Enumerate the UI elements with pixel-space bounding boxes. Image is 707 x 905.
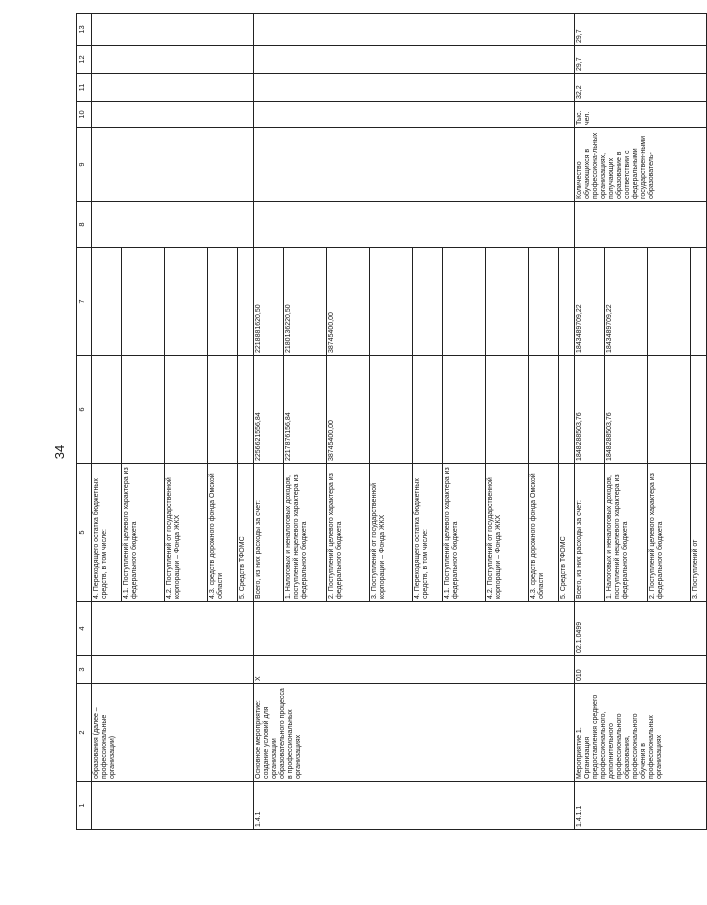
cell-name: образования (далее – профессиональные организации): [92, 684, 254, 782]
cell-code: [92, 656, 254, 684]
cell-amount-total: [691, 356, 707, 464]
cell-amount-year: [370, 248, 413, 356]
cell-amount-year: [238, 248, 254, 356]
cell-amount-year: [413, 248, 443, 356]
cell-amount-total: [238, 356, 254, 464]
cell-amount-year: [559, 248, 575, 356]
cell-unit: [92, 102, 254, 128]
cell-kbk: [254, 602, 575, 656]
cell-funding-source: 4. Переходящего остатка бюджетных средств, в том числе:: [92, 464, 122, 602]
cell-value-13: [92, 14, 254, 46]
table-row: [254, 14, 284, 830]
cell-amount-total: [486, 356, 529, 464]
cell-funding-source: 5. Средств ТФОМС: [238, 464, 254, 602]
cell-name: Основное мероприятие: создание условий для организации образовательного процесса в профессиональных организациях: [254, 684, 575, 782]
cell-amount-year: [648, 248, 691, 356]
cell-indicator: Количество обучающихся в профессиона-льных организациях, получающих образование в соответствии с федеральными государствен-ными образователь-: [575, 128, 707, 202]
cell-kbk: 02.1.0499: [575, 602, 707, 656]
header-cell: 12: [77, 46, 92, 74]
cell-funding-source: 3. Поступлений от: [691, 464, 707, 602]
cell-funding-source: 4.3. средств дорожного фонда Омской области: [208, 464, 238, 602]
cell-amount-total: [413, 356, 443, 464]
cell-unit: Тыс. чел.: [575, 102, 707, 128]
cell-amount-total: [370, 356, 413, 464]
cell-amount-year: [92, 248, 122, 356]
cell-funding-source: 5. Средств ТФОМС: [559, 464, 575, 602]
cell-funding-source: 4.1. Поступлений целевого характера из федерального бюджета: [443, 464, 486, 602]
header-cell: 7: [77, 248, 92, 356]
cell-funding-source: 4.2. Поступлений от государственной корпорации – Фонда ЖКХ: [165, 464, 208, 602]
cell-value-12: 29,7: [575, 46, 707, 74]
cell-amount-total: [122, 356, 165, 464]
cell-indicator: [254, 128, 575, 202]
cell-amount-year: 2180136220,50: [284, 248, 327, 356]
cell-value-12: [254, 46, 575, 74]
cell-funding-source: 2. Поступлений целевого характера из федерального бюджета: [648, 464, 691, 602]
header-cell: 13: [77, 14, 92, 46]
cell-amount-total: [208, 356, 238, 464]
cell-unit: [254, 102, 575, 128]
header-cell: 10: [77, 102, 92, 128]
cell-amount-total: [559, 356, 575, 464]
header-cell: 9: [77, 128, 92, 202]
cell-funding-source: 2. Поступлений целевого характера из федерального бюджета: [327, 464, 370, 602]
cell-value-11: [254, 74, 575, 102]
cell-amount-year: [165, 248, 208, 356]
budget-table-sheet: [76, 14, 699, 830]
table-row: [575, 14, 605, 830]
cell-number: 1.4.1.1: [575, 782, 707, 830]
header-cell: 5: [77, 464, 92, 602]
cell-amount-total: [648, 356, 691, 464]
header-cell: 11: [77, 74, 92, 102]
cell-amount-year: [208, 248, 238, 356]
cell-col8: [254, 202, 575, 248]
table-row: [92, 14, 122, 830]
cell-funding-source: 1. Налоговых и неналоговых доходов, поступлений нецелевого характера из федерального бюджета: [605, 464, 648, 602]
cell-amount-year: [691, 248, 707, 356]
cell-funding-source: 4. Переходящего остатка бюджетных средств, в том числе:: [413, 464, 443, 602]
header-cell: 2: [77, 684, 92, 782]
cell-amount-total: 2256621556,84: [254, 356, 284, 464]
cell-amount-year: 2218881620,50: [254, 248, 284, 356]
page-number: 34: [52, 444, 67, 460]
cell-amount-year: 1843489709,22: [575, 248, 605, 356]
budget-table: [76, 13, 707, 830]
cell-value-11: [92, 74, 254, 102]
cell-funding-source: 4.1. Поступлений целевого характера из федерального бюджета: [122, 464, 165, 602]
cell-code: X: [254, 656, 575, 684]
header-cell: 8: [77, 202, 92, 248]
cell-funding-source: 3. Поступлений от государственной корпорации – Фонда ЖКХ: [370, 464, 413, 602]
cell-amount-total: [165, 356, 208, 464]
header-cell: 4: [77, 602, 92, 656]
cell-funding-source: 1. Налоговых и неналоговых доходов, поступлений нецелевого характера из федерального бюджета: [284, 464, 327, 602]
cell-amount-total: [529, 356, 559, 464]
cell-amount-year: [486, 248, 529, 356]
cell-indicator: [92, 128, 254, 202]
cell-amount-total: [92, 356, 122, 464]
cell-amount-year: [122, 248, 165, 356]
cell-col8: [92, 202, 254, 248]
cell-funding-source: Всего, из них расходы за счет:: [254, 464, 284, 602]
cell-amount-total: 1848288503,76: [605, 356, 648, 464]
cell-amount-total: 2217876156,84: [284, 356, 327, 464]
cell-number: [92, 782, 254, 830]
header-cell: 3: [77, 656, 92, 684]
cell-name: Мероприятие 1. Организация предоставления среднего профессионального, дополнительного профессионального образования, профессионального обучения в профессиональных организациях: [575, 684, 707, 782]
cell-funding-source: Всего, из них расходы за счет:: [575, 464, 605, 602]
cell-value-11: 32,2: [575, 74, 707, 102]
cell-code: 010: [575, 656, 707, 684]
cell-funding-source: 4.2. Поступлений от государственной корпорации – Фонда ЖКХ: [486, 464, 529, 602]
cell-value-13: 29,7: [575, 14, 707, 46]
cell-number: 1.4.1: [254, 782, 575, 830]
cell-value-13: [254, 14, 575, 46]
cell-amount-total: 1848288503,76: [575, 356, 605, 464]
cell-amount-year: [529, 248, 559, 356]
cell-value-12: [92, 46, 254, 74]
header-cell: 6: [77, 356, 92, 464]
cell-amount-year: [443, 248, 486, 356]
cell-kbk: [92, 602, 254, 656]
cell-amount-year: 38745400,00: [327, 248, 370, 356]
cell-amount-total: [443, 356, 486, 464]
cell-col8: [575, 202, 707, 248]
cell-amount-year: 1843489709,22: [605, 248, 648, 356]
cell-amount-total: 38745400,00: [327, 356, 370, 464]
column-number-row: [77, 14, 92, 830]
header-cell: 1: [77, 782, 92, 830]
cell-funding-source: 4.3. средств дорожного фонда Омской области: [529, 464, 559, 602]
